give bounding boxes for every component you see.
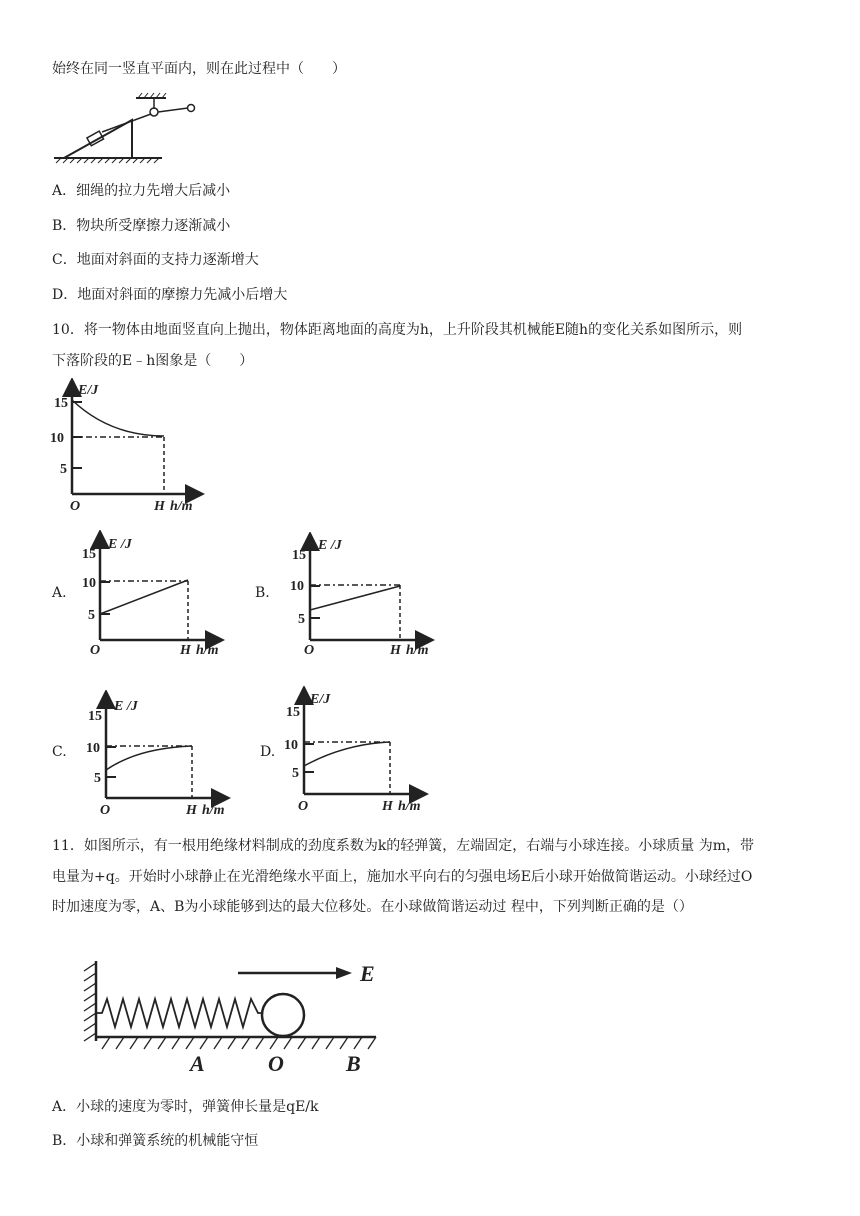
q10-option-a-xmark: H xyxy=(180,643,191,658)
q10-option-d-origin: O xyxy=(298,799,309,814)
q10-main-ytick-5: 5 xyxy=(60,462,67,477)
q11-point-o-label: O xyxy=(268,1051,284,1076)
q10-option-c-xmark: H xyxy=(186,803,197,818)
q11-option-b: B．小球和弹簧系统的机械能守恒 xyxy=(52,1133,259,1149)
q10-option-b-ylabel: E /J xyxy=(318,538,342,553)
q9-incline-figure xyxy=(50,92,220,164)
q10-line-1: 10．将一物体由地面竖直向上抛出，物体距离地面的高度为h，上升阶段其机械能E随h的变化关系如图所示，则 xyxy=(52,322,743,338)
q10-option-c-ylabel: E /J xyxy=(114,699,138,714)
q10-main-graph xyxy=(50,378,210,514)
q10-option-d-letter: D. xyxy=(260,744,276,760)
q10-option-b-xmark: H xyxy=(390,643,401,658)
q10-option-b-ytick-10: 10 xyxy=(290,579,304,594)
q10-line-2: 下落阶段的E﹣h图象是（ ） xyxy=(52,353,254,369)
q10-option-a-origin: O xyxy=(90,643,101,658)
q10-option-c-letter: C. xyxy=(52,744,67,760)
q10-option-b-graph xyxy=(290,532,440,662)
q10-option-a-letter: A. xyxy=(52,585,67,601)
q9-stem-tail: 始终在同一竖直平面内，则在此过程中（ ） xyxy=(52,61,346,77)
q9-option-b: B．物块所受摩擦力逐渐减小 xyxy=(52,218,231,234)
q10-option-c-graph xyxy=(86,690,236,820)
q10-main-ytick-15: 15 xyxy=(54,396,68,411)
q10-option-d-ytick-15: 15 xyxy=(286,705,300,720)
q10-option-c-ytick-15: 15 xyxy=(88,709,102,724)
q10-option-a-ytick-5: 5 xyxy=(88,608,95,623)
q10-option-d-graph xyxy=(284,686,434,816)
q10-main-origin: O xyxy=(70,499,81,514)
q10-option-c-origin: O xyxy=(100,803,111,818)
q10-option-b-ytick-5: 5 xyxy=(298,612,305,627)
q9-option-d: D．地面对斜面的摩擦力先减小后增大 xyxy=(52,287,288,303)
q11-spring-figure xyxy=(80,955,390,1080)
q10-option-c-xlabel: h/m xyxy=(202,803,225,818)
q11-point-a-label: A xyxy=(190,1051,205,1076)
q11-line-3: 时加速度为零，A、B为小球能够到达的最大位移处。在小球做简谐运动过 程中，下列判断正确的是（） xyxy=(52,899,693,915)
q9-option-c: C．地面对斜面的支持力逐渐增大 xyxy=(52,252,259,268)
q10-option-d-ytick-10: 10 xyxy=(284,738,298,753)
q10-option-c-ytick-10: 10 xyxy=(86,741,100,756)
q10-option-d-xmark: H xyxy=(382,799,393,814)
q10-option-d-xlabel: h/m xyxy=(398,799,421,814)
q10-option-a-xlabel: h/m xyxy=(196,643,219,658)
q10-option-b-letter: B. xyxy=(255,585,270,601)
q10-option-b-ytick-15: 15 xyxy=(292,548,306,563)
q9-option-a: A．细绳的拉力先增大后减小 xyxy=(52,183,231,199)
q11-field-label: E xyxy=(360,961,375,986)
q10-main-ytick-10: 10 xyxy=(50,431,64,446)
q10-main-xlabel: h/m xyxy=(170,499,193,514)
q10-option-b-origin: O xyxy=(304,643,315,658)
q11-line-2: 电量为+q。开始时小球静止在光滑绝缘水平面上，施加水平向右的匀强电场E后小球开始做简谐运动。小球经过O xyxy=(52,869,753,885)
q10-option-a-ylabel: E /J xyxy=(108,537,132,552)
q10-option-d-ylabel: E/J xyxy=(310,692,331,707)
q11-point-b-label: B xyxy=(346,1051,361,1076)
q10-main-xmark: H xyxy=(154,499,165,514)
q10-option-a-ytick-15: 15 xyxy=(82,547,96,562)
q11-option-a: A．小球的速度为零时，弹簧伸长量是qE/k xyxy=(52,1099,319,1115)
q10-option-a-ytick-10: 10 xyxy=(82,576,96,591)
q11-line-1: 11．如图所示，有一根用绝缘材料制成的劲度系数为k的轻弹簧，左端固定，右端与小球连接。小球质量 为m，带 xyxy=(52,838,755,854)
q10-option-d-ytick-5: 5 xyxy=(292,766,299,781)
q10-main-ylabel: E/J xyxy=(78,383,99,398)
q10-option-a-graph xyxy=(82,530,232,660)
q10-option-b-xlabel: h/m xyxy=(406,643,429,658)
q10-option-c-ytick-5: 5 xyxy=(94,771,101,786)
